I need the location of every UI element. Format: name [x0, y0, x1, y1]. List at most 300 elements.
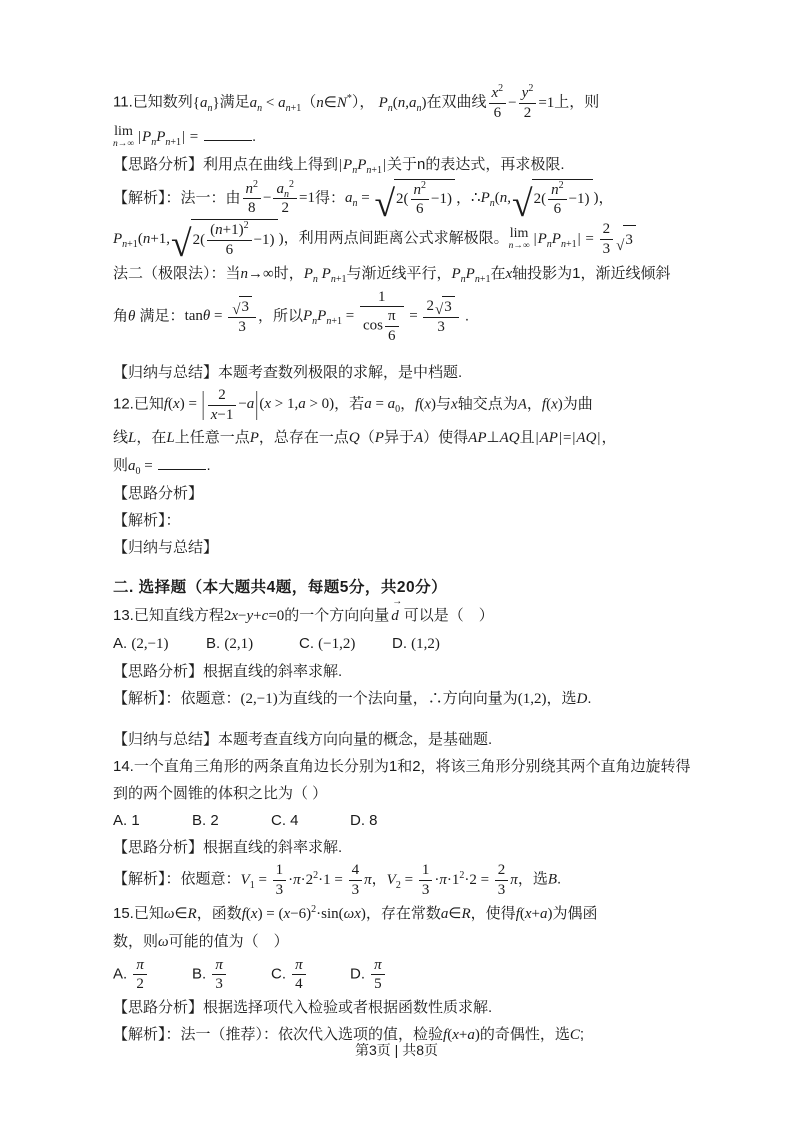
math-var: a — [298, 396, 306, 413]
denominator: 6 — [225, 241, 234, 258]
subscript — [388, 103, 393, 114]
math-var: f — [163, 396, 169, 413]
fraction — [600, 220, 614, 259]
denominator: 3 — [602, 240, 611, 257]
numerator: π — [385, 307, 399, 327]
choice-option: B. (2,1) — [206, 635, 254, 653]
math-var: P — [343, 156, 353, 173]
math-inline — [303, 265, 347, 285]
subscript — [257, 103, 262, 114]
math-var: n — [352, 164, 358, 176]
math-var: n — [560, 238, 566, 250]
math-var: n — [460, 273, 466, 285]
math-inline: lim n→∞ $|P_nP_{n+1}|$ = — [113, 123, 203, 149]
math-inline — [338, 156, 387, 176]
numerator — [371, 956, 385, 976]
math-var: n — [165, 136, 171, 148]
math-var: R — [461, 905, 471, 922]
math-var: P — [321, 265, 331, 282]
superscript: * — [346, 92, 352, 104]
subscript: n+1 — [285, 102, 302, 114]
math-var: π — [215, 956, 223, 973]
denominator: 3 — [238, 319, 246, 336]
fraction — [360, 288, 404, 346]
math-inline: tanθ = √ 3 3 — [185, 308, 258, 324]
sqrt-radical — [616, 225, 636, 254]
math-var: π — [510, 871, 518, 888]
denominator: 3 — [437, 319, 445, 336]
math-var: a — [128, 458, 136, 475]
math-inline: $\frac{n^2}{8}$ − $\frac{a_n^2}{2}$ =1 — [241, 190, 315, 206]
math-var: x — [231, 608, 239, 625]
math-var: P — [374, 430, 384, 447]
document-body — [113, 84, 691, 1049]
math-inline: $a = a_0$ — [364, 396, 401, 416]
math-var: n — [142, 230, 151, 247]
radicand: 3 — [623, 225, 636, 254]
math-var: Q — [348, 430, 360, 447]
math-var: n — [416, 102, 422, 114]
numerator — [243, 180, 262, 200]
math-var: AP — [539, 430, 558, 447]
subscript: n+1 — [330, 273, 347, 285]
choice-option: B. $\frac{\pi}{3}$ — [192, 956, 271, 995]
math-var: n — [326, 316, 332, 328]
math-inline: $\{a_n\}$ — [192, 94, 220, 114]
math-var: A — [517, 396, 527, 413]
math-inline — [290, 956, 308, 993]
choice-option: A. $\frac{\pi}{2}$ — [113, 956, 192, 995]
choice-option: D. $\frac{\pi}{5}$ — [350, 956, 429, 995]
math-var: N — [336, 94, 347, 111]
math-var: x — [210, 406, 218, 423]
math-inline: 2x−y+c=0 — [223, 608, 285, 625]
math-var: a — [199, 94, 208, 111]
choice-option: A. 1 — [113, 812, 140, 830]
math-inline — [451, 265, 491, 285]
math-var: x — [264, 396, 271, 413]
math-var: ω — [163, 905, 175, 922]
subscript — [284, 189, 289, 200]
numerator: 2 — [600, 220, 614, 240]
numerator: 4 — [349, 861, 363, 881]
numerator: 2 — [495, 861, 509, 881]
math-inline: (1,2) — [411, 636, 440, 653]
math-inline: $V_1$ = $\frac{1}{3}$ $\cdot\pi\cdot 2^2\cdot 1$ = $\frac{4}{3}$ π — [240, 862, 372, 898]
q13-stem: 13.已知直线方程2x−y+c=0的一个方向向量 → d 可以是（ ） — [113, 602, 691, 630]
math-var: n — [113, 138, 118, 149]
vector-d: → d — [391, 603, 399, 630]
math-inline: $a_n$ = √ 2( $\frac{n^2}{6}$ −1) — [345, 190, 456, 206]
fraction — [489, 84, 507, 123]
abs-bar: | — [572, 430, 576, 447]
fraction — [385, 307, 399, 346]
math-inline: $\frac{x^2}{6}$ − $\frac{y^2}{2}$ =1 — [487, 95, 555, 111]
math-inline: $P_nP_{n+1}$ = 1 cos $\frac{\pi}{6}$ = 2 √ 3 3 — [303, 308, 461, 324]
sqrt-radical — [171, 219, 278, 266]
math-var: P — [302, 308, 313, 325]
denominator: 5 — [374, 976, 382, 993]
subscript: n+1 — [474, 273, 491, 285]
math-var: n — [413, 181, 422, 198]
superscript: 2 — [421, 179, 427, 191]
denominator: 2 — [281, 200, 289, 217]
math-inline: n∈N* — [316, 92, 352, 111]
subscript: n+1 — [560, 238, 577, 250]
math-var: n — [285, 102, 291, 114]
math-var: AP — [468, 430, 487, 447]
math-var: a — [467, 1027, 475, 1044]
math-var: n — [330, 273, 336, 285]
q13-solution: 【解析】：依题意：(2,−1)为直线的一个法向量，∴方向向量为(1,2)，选D. — [113, 690, 592, 708]
denominator: cos $\frac{\pi}{6}$ — [360, 307, 404, 346]
numerator — [133, 956, 147, 976]
subscript: n+1 — [366, 164, 383, 176]
math-inline — [369, 956, 387, 993]
subscript: n+1 — [165, 136, 182, 148]
math-var: a — [387, 396, 396, 413]
subscript — [416, 103, 421, 114]
q12-solution: 【解析】： — [113, 512, 181, 530]
math-var: n — [508, 241, 514, 251]
math-var: x — [250, 905, 258, 922]
superscript: 2 — [313, 869, 319, 881]
radicand: 3 — [239, 296, 252, 317]
fraction — [349, 861, 363, 900]
math-var: n — [551, 181, 559, 198]
math-var: C — [569, 1027, 580, 1044]
numerator: 1 — [273, 861, 287, 881]
page-footer — [0, 1040, 793, 1060]
math-inline: $V_2$ = $\frac{1}{3}$ $\cdot\pi\cdot 1^2\cdot 2$ = $\frac{2}{3}$ π — [386, 862, 518, 898]
radical-sign: √ — [374, 183, 396, 225]
q11-stem-line2: lim n→∞ $|P_nP_{n+1}|$ = . — [113, 123, 257, 149]
q11-summary: 【归纳与总结】本题考查数列极限的求解，是中档题. — [113, 363, 463, 381]
math-var: P — [378, 94, 388, 111]
math-var: n — [312, 273, 318, 285]
q12-stem-line1: 12.已知f(x) = | $\frac{2}{x-1}$ −a|(x > 1,a > 0)，若$a = a_0$，f(x)与x轴交点为A，f(x)为曲 — [113, 386, 691, 425]
denominator: 6 — [553, 201, 562, 218]
lim-subscript: n→∞ — [113, 138, 135, 149]
math-var: π — [374, 956, 382, 973]
math-var: n — [366, 164, 372, 176]
math-inline: (2,−1) — [240, 691, 278, 708]
q11-stem-line1: 11.已知数列$\{a_n\}$满足$a_n$ < $a_{n+1}(n\in N^*)$， $P_n(n,a_n)$在双曲线 $\frac{x^2}{6}$ − $\frac{y^2}{2}$ =1上，则 — [113, 83, 600, 121]
math-var: x — [452, 1027, 459, 1044]
math-var: x — [524, 905, 532, 922]
q13-options — [113, 630, 691, 658]
fraction — [292, 956, 306, 995]
radical-sign: √ — [434, 301, 444, 318]
superscript: 2 — [243, 220, 249, 231]
denominator: 4 — [295, 976, 303, 993]
answer-blank — [158, 456, 206, 470]
math-var: a — [276, 180, 284, 197]
q15-analysis: 【思路分析】根据选择项代入检验或者根据函数性质求解. — [113, 999, 493, 1017]
math-inline: f(x) = | $\frac{2}{x-1}$ −a|(x > 1,a > 0) — [164, 396, 334, 412]
subscript: 0 — [395, 404, 401, 416]
numerator — [489, 84, 507, 104]
numerator — [411, 181, 430, 201]
lim-label: lim — [509, 226, 529, 241]
page-number-text: 第3页 | 共8页 — [355, 1042, 438, 1058]
math-var: a — [408, 94, 417, 111]
denominator: 8 — [248, 200, 256, 217]
radical-sign: √ — [511, 183, 533, 225]
lim-label: lim — [114, 123, 133, 139]
q12-summary: 【归纳与总结】 — [113, 539, 219, 557]
math-var: x — [491, 85, 499, 101]
math-var: n — [397, 94, 406, 111]
q13-analysis: 【思路分析】根据直线的斜率求解. — [113, 663, 343, 681]
math-var: L — [166, 430, 175, 447]
math-var: n — [207, 102, 213, 114]
sqrt-radical — [232, 296, 252, 317]
radicand: 2( $\frac{n^2}{6}$ −1) — [532, 179, 593, 220]
fraction — [548, 181, 567, 220]
superscript: 2 — [558, 179, 564, 191]
subscript — [207, 103, 212, 114]
subscript: 0 — [135, 466, 141, 478]
numerator — [519, 84, 537, 104]
math-inline: (1,2) — [517, 691, 547, 708]
math-var: ωx — [343, 905, 361, 922]
math-var: AQ — [499, 430, 520, 447]
math-inline: $a_0$ = — [128, 458, 157, 478]
abs-bar: | — [339, 156, 343, 173]
abs-bar: | — [577, 230, 581, 247]
math-var: P — [537, 230, 547, 247]
choice-option: C. (−1,2) — [299, 635, 356, 653]
section-2-header: 二. 选择题（本大题共4题，每题5分，共20分） — [113, 579, 448, 597]
math-var: x — [551, 396, 558, 413]
math-var: n — [489, 198, 495, 210]
numerator: 2 — [208, 386, 237, 406]
math-var: π — [295, 956, 303, 973]
denominator: 3 — [421, 881, 430, 898]
subscript — [352, 198, 357, 209]
numerator — [273, 180, 297, 200]
math-var: n — [312, 316, 318, 328]
radicand: 2( $\frac{(n+1)^2}{6}$ −1) — [191, 219, 278, 260]
math-var: P — [480, 190, 490, 207]
numerator: $(n+1)^2$ — [207, 221, 251, 241]
math-var: a — [440, 905, 449, 922]
math-inline: f(x) — [541, 396, 563, 413]
math-inline: n→∞ — [240, 265, 274, 282]
fraction — [243, 180, 262, 219]
math-var: n — [240, 265, 249, 282]
denominator: 2 — [523, 104, 532, 121]
choice-option: D. 8 — [350, 812, 378, 830]
choice-option: C. $\frac{\pi}{4}$ — [271, 956, 350, 995]
math-var: P — [249, 430, 259, 447]
numerator: 1 — [360, 288, 404, 308]
q11-solution-line1: 【解析】：法一：由 $\frac{n^2}{8}$ − $\frac{a_n^2}{2}$ =1得：$a_n$ = √ 2( $\frac{n^2}{6}$ −1) ，$\therefore P_n(n$, √ 2( $\frac{n^2}{6}$ −1) )， — [113, 178, 614, 225]
math-inline — [210, 956, 228, 993]
fraction — [273, 180, 297, 219]
math-var: a — [540, 905, 548, 922]
math-inline: (2,1) — [224, 636, 254, 653]
math-var: n — [316, 94, 324, 111]
math-var: x — [173, 396, 180, 413]
numerator: 2 √ 3 — [423, 296, 458, 318]
math-var: V — [240, 871, 250, 888]
fraction — [371, 956, 385, 995]
math-var: y — [521, 85, 529, 101]
math-inline — [131, 956, 149, 993]
lim-subscript: n→∞ — [508, 241, 530, 251]
math-var: π — [293, 871, 301, 888]
math-var: n — [151, 136, 157, 148]
fraction — [495, 861, 509, 900]
superscript: 2 — [253, 178, 259, 190]
superscript: 2 — [311, 903, 317, 915]
math-var: π — [136, 956, 144, 973]
math-var: P — [113, 230, 123, 247]
math-var: n — [245, 180, 254, 197]
q12-stem-line3: 则$a_0$ = . — [113, 457, 211, 478]
denominator: 3 — [215, 976, 223, 993]
math-var: f — [415, 396, 420, 413]
abs-bar: | — [201, 387, 205, 421]
subscript: n+1 — [326, 316, 342, 328]
numerator — [228, 296, 256, 318]
math-var: P — [465, 265, 475, 282]
abs-bar: | — [535, 430, 539, 447]
math-var: P — [357, 156, 367, 173]
sqrt-radical — [511, 179, 593, 225]
q15-options — [113, 956, 691, 995]
q12-analysis: 【思路分析】 — [113, 485, 204, 503]
abs-bar: | — [383, 156, 387, 173]
q13-summary: 【归纳与总结】本题考查直线方向向量的概念，是基础题. — [113, 731, 493, 749]
q11-solution-line3: 法二（极限法）：当n→∞时，$P_n$ $P_{n+1}$与渐近线平行，$P_nP_{n+1}$在x轴投影为1，渐近线倾斜 — [113, 264, 671, 285]
math-var: n — [122, 238, 128, 250]
math-inline: f(x+a) — [515, 905, 553, 922]
q14-analysis: 【思路分析】根据直线的斜率求解. — [113, 839, 343, 857]
radical-sign: √ — [171, 224, 192, 266]
math-inline: lim n→∞ $|P_nP_{n+1}|$ = $\frac{2}{3}$ √ 3 — [509, 231, 637, 247]
math-inline: |AP|=|AQ| — [535, 430, 601, 447]
math-var: f — [541, 396, 547, 413]
numerator — [548, 181, 567, 201]
choice-option: B. 2 — [192, 812, 219, 830]
choice-option: C. 4 — [271, 812, 299, 830]
math-var: f — [241, 905, 246, 922]
math-var: n — [499, 190, 508, 207]
math-var: P — [451, 265, 461, 282]
math-inline: $P_n(n,a_n)$ — [378, 94, 427, 114]
math-var: n — [257, 102, 263, 114]
math-var: P — [142, 128, 152, 145]
math-var: D — [576, 691, 588, 708]
math-var: a — [344, 190, 353, 207]
math-var: x — [451, 396, 458, 413]
math-var: θ — [128, 308, 136, 325]
superscript: 2 — [459, 869, 465, 881]
math-var: x — [424, 396, 432, 413]
math-var: f — [443, 1027, 448, 1044]
superscript: 2 — [528, 83, 534, 94]
math-var: A — [413, 430, 424, 447]
sqrt-radical — [435, 296, 455, 317]
fraction — [419, 861, 433, 900]
math-var: c — [261, 608, 269, 625]
sqrt-radical — [374, 179, 455, 225]
q14-options — [113, 807, 691, 834]
denominator: 3 — [275, 881, 284, 898]
q15-stem-line2: 数，则ω可能的值为（ ） — [113, 932, 289, 950]
math-var: π — [364, 871, 372, 888]
denominator: 3 — [351, 881, 360, 898]
abs-bar: | — [255, 387, 259, 421]
subscript: n+1 — [122, 238, 138, 250]
math-inline: (2,−1) — [131, 636, 169, 653]
math-var: a — [364, 396, 372, 413]
math-var: n — [387, 102, 393, 114]
math-inline: $f(x) = (x-6)^2\cdot\sin(\omega x)$ — [241, 903, 366, 922]
q14-stem-line2: 到的两个圆锥的体积之比为（ ） — [113, 785, 328, 803]
fraction — [212, 956, 226, 995]
math-inline: $\therefore P_n(n$, √ 2( $\frac{n^2}{6}$ −1) ) — [471, 179, 599, 225]
math-var: P — [551, 230, 561, 247]
radical-sign: √ — [232, 301, 241, 318]
q15-solution: 【解析】：法一（推荐）：依次代入选项的值，检验f(x+a)的奇偶性，选C; — [113, 1026, 585, 1044]
radicand: 2( $\frac{n^2}{6}$ −1) — [394, 179, 455, 220]
math-var: x — [505, 265, 513, 282]
math-inline — [389, 608, 404, 624]
subscript — [313, 274, 318, 285]
numerator — [212, 956, 226, 976]
numerator — [292, 956, 306, 976]
q14-stem-line1: 14.一个直角三角形的两条直角边长分别为1和2，将该三角形分别绕其两个直角边旋转得 — [113, 758, 691, 776]
q11-analysis: 【思路分析】利用点在曲线上得到$|P_nP_{n+1}|$关于n的表达式，再求极限. — [113, 155, 565, 176]
math-inline: ω∈R — [163, 905, 197, 922]
math-var: n — [283, 188, 289, 200]
q11-solution-line2: $P_{n+1}(n+1$, √ 2( $\frac{(n+1)^2}{6}$ −1) )，利用两点间距离公式求解极限。 lim n→∞ $|P_nP_{n+1}|$ = $\frac{2}{3}$ √ 3 — [113, 219, 691, 260]
math-var: ω — [158, 933, 169, 950]
math-var: y — [246, 608, 254, 625]
subscript: 2 — [395, 879, 401, 891]
choice-option: A. (2,−1) — [113, 635, 169, 653]
numerator: 1 — [419, 861, 433, 881]
math-var: x — [283, 905, 291, 922]
math-var: P — [317, 308, 327, 325]
math-var: a — [246, 396, 255, 413]
math-var: R — [187, 905, 197, 922]
q11-solution-line4: 角θ 满足：tanθ = √ 3 3 ，所以$P_nP_{n+1}$ = 1 cos $\frac{\pi}{6}$ = 2 √ 3 3 . — [113, 288, 470, 344]
math-inline: $P_{n+1}(n+1$, √ 2( $\frac{(n+1)^2}{6}$ −1) ) — [113, 220, 284, 266]
radical-sign: √ — [616, 238, 625, 255]
denominator: 2 — [136, 976, 144, 993]
math-var: a — [278, 94, 286, 111]
math-inline: a∈R — [440, 905, 471, 922]
math-var: L — [128, 430, 137, 447]
math-inline: (−1,2) — [318, 636, 356, 653]
abs-bar: | — [597, 430, 601, 447]
math-var: P — [303, 265, 313, 282]
math-var: V — [386, 871, 396, 888]
q15-stem-line1: 15.已知ω∈R，函数$f(x) = (x-6)^2\cdot\sin(\omega x)$，存在常数a∈R，使得f(x+a)为偶函 — [113, 903, 598, 922]
radicand: 3 — [442, 296, 455, 317]
math-var: f — [515, 905, 520, 922]
superscript: 2 — [498, 83, 504, 94]
math-var: a — [249, 94, 258, 111]
math-var: n — [474, 273, 480, 285]
math-var: B — [547, 871, 557, 888]
math-var: π — [439, 871, 447, 888]
